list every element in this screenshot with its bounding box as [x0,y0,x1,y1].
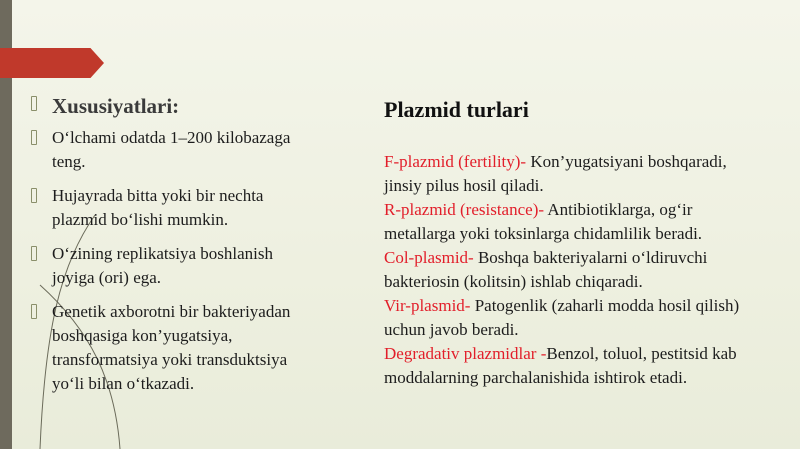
bullet-icon [31,130,37,145]
plasmid-entry [384,294,800,342]
plasmid-desc: moddalarning parchalanishida ishtirok etadi. [384,368,688,387]
properties-heading: Xususiyatlari: [31,92,341,120]
bullet-icon [31,188,37,203]
item-line: Genetik axborotni bir bakteriyadan [52,302,291,321]
item-line: joyiga (ori) ega. [52,268,162,287]
plasmid-desc: Kon’yugatsiyani boshqaradi, [526,152,727,171]
list-item [31,300,341,396]
plasmid-desc: Benzol, toluol, pestitsid kab [546,344,737,363]
bullet-icon [31,246,37,261]
list-item [31,242,341,290]
item-line: O‘zining replikatsiya boshlanish [52,244,273,263]
bullet-icon [31,96,37,111]
plasmid-desc: metallarga yoki toksinlarga chidamlilik beradi. [384,224,703,243]
plasmid-desc: Patogenlik (zaharli modda hosil qilish) [470,296,740,315]
plasmid-types-heading: Plazmid turlari [384,97,529,122]
plasmid-desc: Boshqa bakteriyalarni o‘ldiruvchi [473,248,708,267]
properties-column [31,92,341,406]
item-line: boshqasiga kon’yugatsiya, [52,326,233,345]
plasmid-entry [384,198,800,246]
plasmid-entry [384,150,800,198]
list-item [31,184,341,232]
plasmid-name: Col-plasmid- [384,248,474,267]
item-line: plazmid bo‘lishi mumkin. [52,210,229,229]
list-item [31,126,341,174]
bullet-icon [31,304,37,319]
plasmid-name: Vir-plasmid- [384,296,471,315]
plasmid-desc: Antibiotiklarga, og‘ir [544,200,693,219]
item-line: teng. [52,152,86,171]
item-line: Hujayrada bitta yoki bir nechta [52,186,264,205]
plasmid-entry [384,342,800,390]
plasmid-desc: jinsiy pilus hosil qiladi. [384,176,544,195]
plasmid-name: F-plazmid (fertility)- [384,152,527,171]
plasmid-name: R-plazmid (resistance)- [384,200,545,219]
plasmid-entry [384,246,800,294]
plasmid-desc: uchun javob beradi. [384,320,519,339]
plasmid-desc: bakteriosin (kolitsin) ishlab chiqaradi. [384,272,643,291]
plasmid-name: Degradativ plazmidlar - [384,344,547,363]
item-line: transformatsiya yoki transduktsiya [52,350,288,369]
item-line: O‘lchami odatda 1–200 kilobazaga [52,128,291,147]
plasmid-types-column [384,96,800,390]
item-line: yo‘li bilan o‘tkazadi. [52,374,195,393]
